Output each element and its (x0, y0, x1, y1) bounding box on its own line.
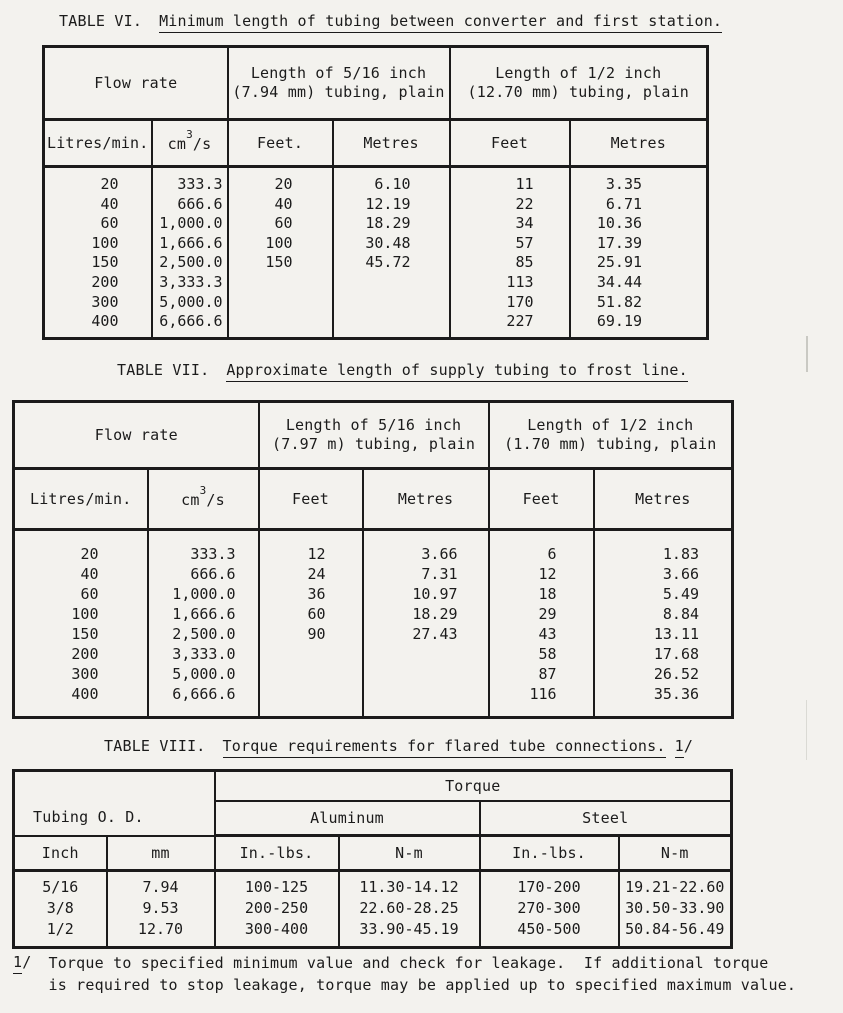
table7-5-16-header-line2: (7.97 m) tubing, plain (271, 435, 476, 453)
table-cell: 50.84-56.49 (619, 919, 732, 948)
table-cell: 3.35 (570, 167, 708, 195)
table-cell (333, 293, 450, 313)
cm3-suffix: /s (192, 135, 212, 153)
table-cell: 6 (489, 530, 594, 565)
table-cell: 1,000.0 (152, 214, 228, 234)
footnote-text (48, 953, 796, 996)
table-cell: 22 (450, 195, 570, 215)
table7-caption (117, 361, 688, 379)
table7-cm3s-header (148, 469, 259, 530)
table6-feet1-header: Feet. (228, 120, 333, 167)
table-cell: 5/16 (14, 871, 107, 899)
table6-feet2-header: Feet (450, 120, 570, 167)
table-cell: 33.90-45.19 (339, 919, 480, 948)
table-cell: 300 (44, 293, 152, 313)
footnote-line-2: is required to stop leakage, torque may be applied up to specified maximum value. (48, 975, 797, 994)
table7-5-16-inch-header (259, 402, 489, 469)
table7-supply-tubing-frost-line (12, 400, 734, 719)
table-row (14, 919, 732, 948)
table7-1-2-header-line2: (1.70 mm) tubing, plain (504, 435, 717, 453)
table-cell: 666.6 (148, 564, 259, 584)
table7-1-2-inch-header (489, 402, 733, 469)
table-row (44, 273, 708, 293)
table8-column-header-row (14, 836, 732, 871)
table-cell: 150 (228, 253, 333, 273)
table-cell: 1/2 (14, 919, 107, 948)
table6-5-16-header-line1: Length of 5/16 inch (250, 64, 427, 82)
table-cell: 69.19 (570, 312, 708, 338)
table7-litres-header: Litres/min. (14, 469, 148, 530)
table-row (44, 214, 708, 234)
table-row (44, 312, 708, 338)
cm3-suffix: /s (206, 491, 225, 509)
table6-1-2-inch-header (450, 47, 708, 120)
table7-flow-rate-header: Flow rate (14, 402, 259, 469)
table-cell: 25.91 (570, 253, 708, 273)
table-cell: 27.43 (363, 624, 489, 644)
table-row (44, 234, 708, 254)
table-row (44, 293, 708, 313)
table-cell: 60 (14, 584, 148, 604)
table-cell: 10.36 (570, 214, 708, 234)
table-cell: 58 (489, 644, 594, 664)
table-cell: 100 (228, 234, 333, 254)
table7-caption-label: TABLE VII. (117, 361, 210, 379)
table-cell (228, 312, 333, 338)
table8-tubing-od-header: Tubing O. D. (14, 771, 215, 836)
table-cell: 3.66 (363, 530, 489, 565)
table-cell: 19.21-22.60 (619, 871, 732, 899)
table-cell: 13.11 (594, 624, 733, 644)
table-cell: 5,000.0 (148, 664, 259, 684)
table8-mm-header: mm (107, 836, 215, 871)
table-cell: 11 (450, 167, 570, 195)
table-row (14, 530, 733, 565)
table-cell: 5.49 (594, 584, 733, 604)
table8-inch-header: Inch (14, 836, 107, 871)
table6-1-2-header-line2: (12.70 mm) tubing, plain (467, 83, 690, 101)
table-row (44, 167, 708, 195)
table-cell: 87 (489, 664, 594, 684)
table-cell: 40 (228, 195, 333, 215)
table-cell: 400 (44, 312, 152, 338)
table-cell: 34.44 (570, 273, 708, 293)
table7-caption-title: Approximate length of supply tubing to frost line. (226, 361, 688, 382)
table-cell: 1,666.6 (148, 604, 259, 624)
table-cell (333, 273, 450, 293)
table-cell: 100-125 (215, 871, 339, 899)
table7-1-2-header-line1: Length of 1/2 inch (527, 416, 694, 434)
table-cell: 150 (14, 624, 148, 644)
table-cell: 5,000.0 (152, 293, 228, 313)
table-cell: 24 (259, 564, 363, 584)
table7-feet1-header: Feet (259, 469, 363, 530)
table-cell: 26.52 (594, 664, 733, 684)
table8-caption-label: TABLE VIII. (104, 737, 206, 755)
table-cell: 200 (44, 273, 152, 293)
table6-caption-title: Minimum length of tubing between converter and first station. (159, 12, 722, 33)
table-cell: 116 (489, 684, 594, 718)
table-cell: 3.66 (594, 564, 733, 584)
table7-group-header-row (14, 402, 733, 469)
table6-1-2-header-line1: Length of 1/2 inch (495, 64, 662, 82)
table6-column-header-row (44, 120, 708, 167)
table-cell: 12 (259, 530, 363, 565)
table-row (14, 898, 732, 919)
scan-artifact (806, 336, 808, 372)
table-row (14, 664, 733, 684)
table-cell: 20 (44, 167, 152, 195)
table-row (14, 604, 733, 624)
table-cell: 90 (259, 624, 363, 644)
table-cell: 10.97 (363, 584, 489, 604)
table-cell: 2,500.0 (152, 253, 228, 273)
table-row (14, 584, 733, 604)
table-cell (259, 664, 363, 684)
table-cell: 7.94 (107, 871, 215, 899)
table-cell: 6,666.6 (148, 684, 259, 718)
table-cell: 60 (259, 604, 363, 624)
table-cell: 12.19 (333, 195, 450, 215)
cm3-superscript: 3 (199, 484, 207, 497)
table8-footnote-ref-slash: / (683, 737, 694, 755)
table-row (14, 624, 733, 644)
table6-body (44, 167, 708, 339)
table8-steel-header: Steel (480, 801, 732, 836)
table-cell: 35.36 (594, 684, 733, 718)
table-cell: 17.39 (570, 234, 708, 254)
table-cell: 1,666.6 (152, 234, 228, 254)
table6-minimum-length-tubing (42, 45, 709, 340)
table-row (14, 644, 733, 664)
table6-5-16-header-line2: (7.94 mm) tubing, plain (232, 83, 445, 101)
table8-caption (104, 737, 693, 755)
table8-inlbs-steel-header: In.-lbs. (480, 836, 619, 871)
table6-flow-rate-header: Flow rate (44, 47, 228, 120)
table-cell: 45.72 (333, 253, 450, 273)
table-cell: 1.83 (594, 530, 733, 565)
table-cell: 100 (14, 604, 148, 624)
table8-torque-header-row (14, 771, 732, 802)
table8-torque-header: Torque (215, 771, 732, 802)
table-cell (259, 644, 363, 664)
table7-body (14, 530, 733, 718)
table-cell: 8.84 (594, 604, 733, 624)
table-cell: 333.3 (148, 530, 259, 565)
table7-metres2-header: Metres (594, 469, 733, 530)
table6-metres2-header: Metres (570, 120, 708, 167)
table-row (44, 253, 708, 273)
table-cell: 113 (450, 273, 570, 293)
table-cell: 30.50-33.90 (619, 898, 732, 919)
table-cell: 270-300 (480, 898, 619, 919)
table-cell: 3,333.0 (148, 644, 259, 664)
table-cell: 40 (44, 195, 152, 215)
table-cell: 18 (489, 584, 594, 604)
table-cell: 170 (450, 293, 570, 313)
table-cell: 17.68 (594, 644, 733, 664)
table-row (14, 871, 732, 899)
table6-caption (59, 12, 722, 30)
table-cell: 29 (489, 604, 594, 624)
footnote-marker (13, 953, 31, 996)
table-cell: 57 (450, 234, 570, 254)
table8-inlbs-aluminum-header: In.-lbs. (215, 836, 339, 871)
table6-5-16-inch-header (228, 47, 450, 120)
table8-footnote-ref: 1 (675, 737, 684, 758)
table-cell: 200-250 (215, 898, 339, 919)
table-cell: 6,666.6 (152, 312, 228, 338)
table-cell: 7.31 (363, 564, 489, 584)
table-cell: 100 (44, 234, 152, 254)
table-cell (363, 684, 489, 718)
table-cell: 3/8 (14, 898, 107, 919)
scan-artifact (806, 700, 807, 760)
table6-metres1-header: Metres (333, 120, 450, 167)
table-cell (363, 664, 489, 684)
table-cell: 11.30-14.12 (339, 871, 480, 899)
table-cell: 400 (14, 684, 148, 718)
table6-litres-header: Litres/min. (44, 120, 152, 167)
table-cell: 9.53 (107, 898, 215, 919)
table8-aluminum-header: Aluminum (215, 801, 480, 836)
table-row (14, 684, 733, 718)
table7-5-16-header-line1: Length of 5/16 inch (285, 416, 462, 434)
table-cell: 20 (228, 167, 333, 195)
table-cell: 12.70 (107, 919, 215, 948)
cm3-superscript: 3 (186, 128, 193, 141)
table6-caption-label: TABLE VI. (59, 12, 143, 30)
table-cell: 1,000.0 (148, 584, 259, 604)
table-cell: 333.3 (152, 167, 228, 195)
table7-metres1-header: Metres (363, 469, 489, 530)
table-cell (228, 293, 333, 313)
table6-group-header-row (44, 47, 708, 120)
table-cell (363, 644, 489, 664)
table-cell: 51.82 (570, 293, 708, 313)
table-cell: 85 (450, 253, 570, 273)
table-cell: 3,333.3 (152, 273, 228, 293)
table-cell: 12 (489, 564, 594, 584)
table-cell: 6.10 (333, 167, 450, 195)
table-cell: 450-500 (480, 919, 619, 948)
table6-cm3s-header (152, 120, 228, 167)
table-cell: 20 (14, 530, 148, 565)
table-cell: 300 (14, 664, 148, 684)
table-cell: 40 (14, 564, 148, 584)
table-cell: 170-200 (480, 871, 619, 899)
footnote (13, 953, 796, 996)
table-cell: 200 (14, 644, 148, 664)
cm3-prefix: cm (181, 491, 200, 509)
table-cell: 6.71 (570, 195, 708, 215)
table-cell: 34 (450, 214, 570, 234)
table7-feet2-header: Feet (489, 469, 594, 530)
table-cell: 30.48 (333, 234, 450, 254)
table-cell: 60 (44, 214, 152, 234)
table-cell: 36 (259, 584, 363, 604)
footnote-line-1: Torque to specified minimum value and check for leakage. If additional torque (48, 954, 769, 972)
table8-nm-steel-header: N-m (619, 836, 732, 871)
table-row (14, 564, 733, 584)
table-cell: 2,500.0 (148, 624, 259, 644)
table-cell: 300-400 (215, 919, 339, 948)
footnote-marker-slash: / (22, 953, 32, 971)
table-cell: 150 (44, 253, 152, 273)
table-cell (228, 273, 333, 293)
table-cell: 227 (450, 312, 570, 338)
table-cell: 666.6 (152, 195, 228, 215)
table8-caption-title: Torque requirements for flared tube connections. (223, 737, 666, 758)
footnote-marker-number: 1 (13, 953, 22, 974)
table8-nm-aluminum-header: N-m (339, 836, 480, 871)
table-row (44, 195, 708, 215)
table-cell: 18.29 (363, 604, 489, 624)
cm3-prefix: cm (167, 135, 187, 153)
table-cell: 18.29 (333, 214, 450, 234)
table-cell (333, 312, 450, 338)
table-cell: 22.60-28.25 (339, 898, 480, 919)
table-cell: 43 (489, 624, 594, 644)
table8-body (14, 871, 732, 948)
table8-torque-requirements (12, 769, 733, 949)
table-cell: 60 (228, 214, 333, 234)
table7-column-header-row (14, 469, 733, 530)
table-cell (259, 684, 363, 718)
